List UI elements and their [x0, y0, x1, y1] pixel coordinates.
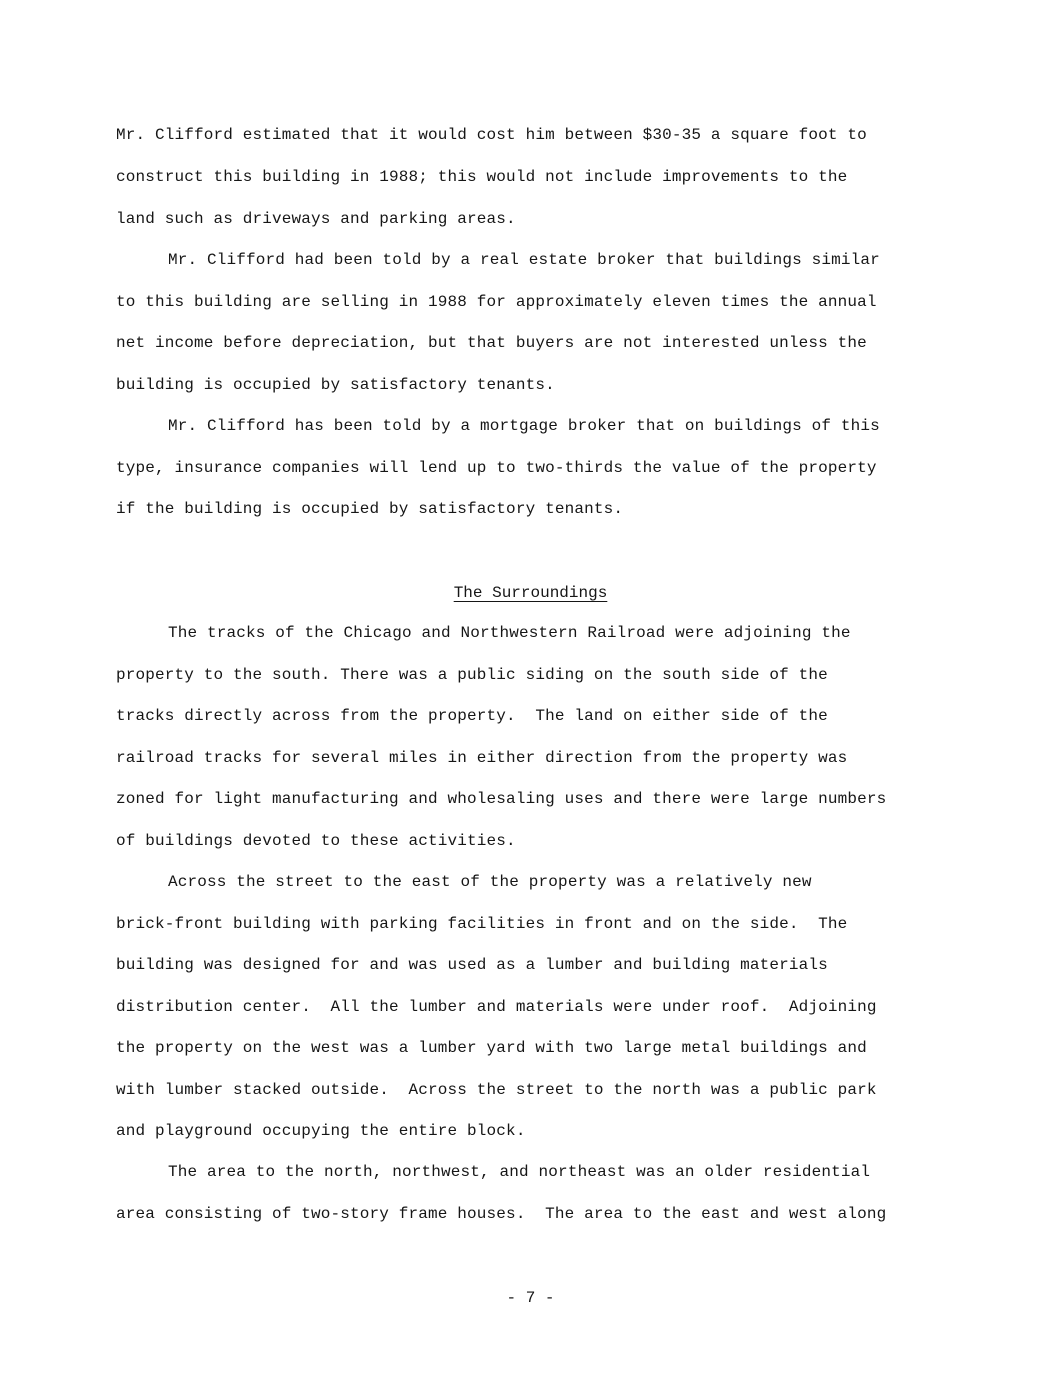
text-line: Mr. Clifford had been told by a real estate broker that buildings similar — [168, 251, 880, 269]
text-line: land such as driveways and parking areas. — [116, 210, 516, 228]
text-line: brick-front building with parking facilities in front and on the side. The — [116, 915, 848, 933]
text-line: of buildings devoted to these activities. — [116, 832, 516, 850]
text-line: area consisting of two-story frame houses. The area to the east and west along — [116, 1205, 887, 1223]
text-line: The tracks of the Chicago and Northwestern Railroad were adjoining the — [168, 624, 851, 642]
text-line: if the building is occupied by satisfactory tenants. — [116, 500, 624, 518]
text-line: zoned for light manufacturing and wholesaling uses and there were large numbers — [116, 790, 887, 808]
text-line: type, insurance companies will lend up to two-thirds the value of the property — [116, 459, 877, 477]
text-line: construct this building in 1988; this would not include improvements to the — [116, 168, 848, 186]
section-heading — [0, 583, 1061, 603]
text-line: The area to the north, northwest, and northeast was an older residential — [168, 1163, 871, 1181]
text-line: the property on the west was a lumber yard with two large metal buildings and — [116, 1039, 867, 1057]
text-line: distribution center. All the lumber and materials were under roof. Adjoining — [116, 998, 877, 1016]
text-line: net income before depreciation, but that buyers are not interested unless the — [116, 334, 867, 352]
text-line: property to the south. There was a public siding on the south side of the — [116, 666, 828, 684]
text-line: railroad tracks for several miles in either direction from the property was — [116, 749, 848, 767]
text-line: tracks directly across from the property. The land on either side of the — [116, 707, 828, 725]
text-line: Across the street to the east of the property was a relatively new — [168, 873, 812, 891]
text-line: building was designed for and was used as a lumber and building materials — [116, 956, 828, 974]
text-line: with lumber stacked outside. Across the street to the north was a public park — [116, 1081, 877, 1099]
text-line: and playground occupying the entire block. — [116, 1122, 526, 1140]
text-line: building is occupied by satisfactory tenants. — [116, 376, 555, 394]
text-line: Mr. Clifford has been told by a mortgage broker that on buildings of this — [168, 417, 880, 435]
section-heading-text: The Surroundings — [453, 584, 608, 602]
text-line: to this building are selling in 1988 for approximately eleven times the annual — [116, 293, 877, 311]
text-line: Mr. Clifford estimated that it would cost him between $30-35 a square foot to — [116, 126, 867, 144]
page-number: - 7 - — [506, 1289, 555, 1307]
